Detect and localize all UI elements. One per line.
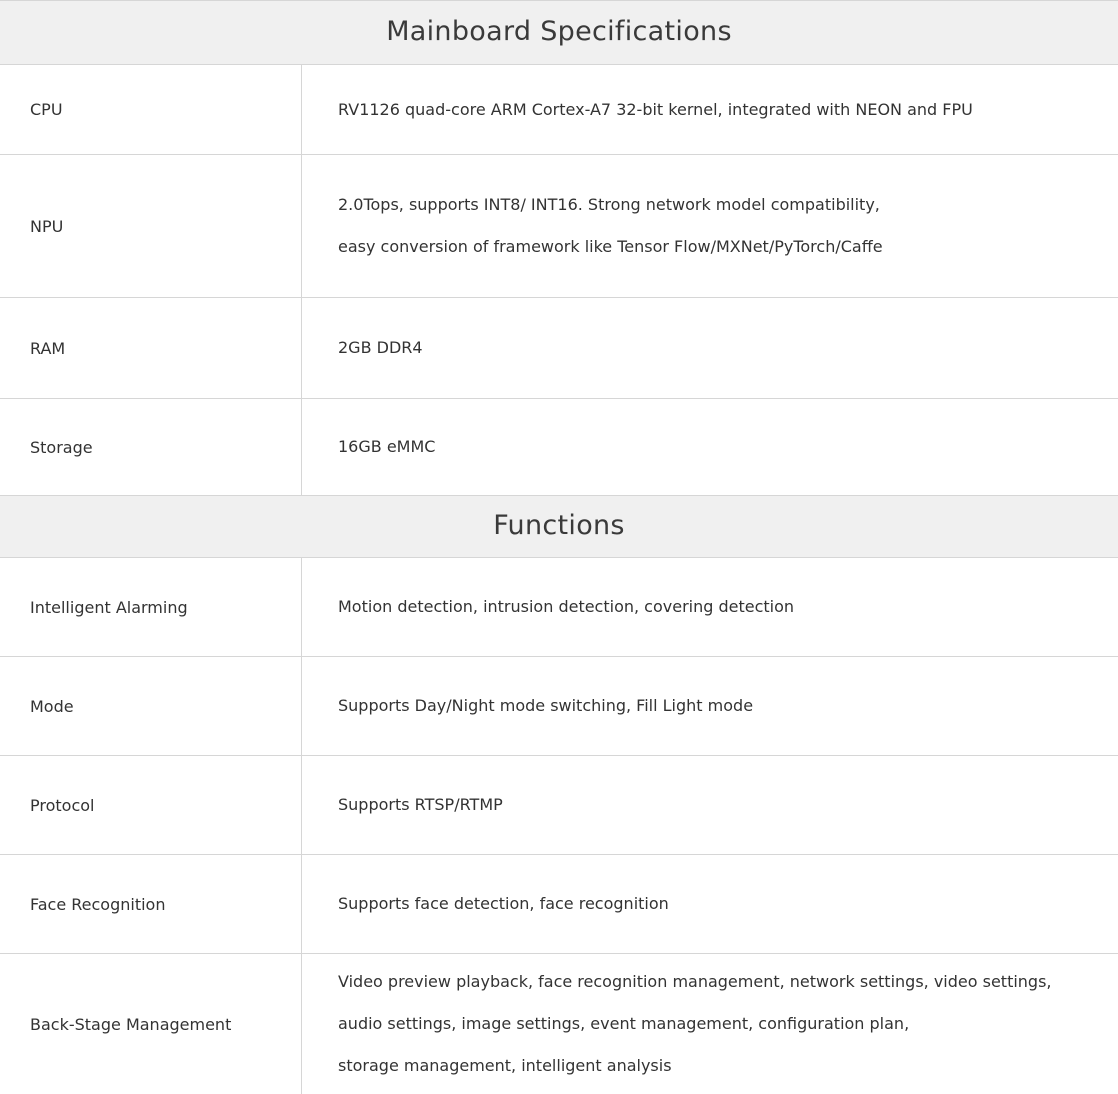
row-label: NPU — [0, 155, 302, 297]
row-value-line: Supports face detection, face recognition — [338, 894, 669, 913]
row-value — [302, 65, 1118, 154]
row-value-line: audio settings, image settings, event management, configuration plan, — [338, 1014, 910, 1033]
table-row-mode — [0, 657, 1118, 756]
row-value — [302, 298, 1118, 398]
row-value-line: RV1126 quad-core ARM Cortex-A7 32-bit kernel, integrated with NEON and FPU — [338, 99, 973, 119]
row-label: Protocol — [0, 756, 302, 854]
table-row-face-recognition — [0, 855, 1118, 954]
row-label: Back-Stage Management — [0, 954, 302, 1094]
row-label: Mode — [0, 657, 302, 755]
row-label: Face Recognition — [0, 855, 302, 953]
row-value-line: storage management, intelligent analysis — [338, 1056, 672, 1075]
table-row-intelligent-alarming — [0, 558, 1118, 657]
row-value-line: 2.0Tops, supports INT8/ INT16. Strong network model compatibility, — [338, 195, 880, 214]
row-value-line: Motion detection, intrusion detection, covering detection — [338, 597, 795, 616]
row-label: Storage — [0, 399, 302, 495]
row-label: CPU — [0, 65, 302, 154]
row-value — [302, 855, 1118, 953]
row-value-line: Video preview playback, face recognition management, network settings, video settings, — [338, 972, 1052, 991]
table-row-protocol — [0, 756, 1118, 855]
table-row-back-stage-management — [0, 954, 1118, 1094]
row-label: Intelligent Alarming — [0, 558, 302, 656]
section-title-functions: Functions — [0, 495, 1118, 558]
row-value — [302, 954, 1118, 1094]
row-value — [302, 399, 1118, 495]
row-value — [302, 657, 1118, 755]
table-row-cpu — [0, 65, 1118, 155]
row-value — [302, 558, 1118, 656]
row-value — [302, 155, 1118, 297]
row-label: RAM — [0, 298, 302, 398]
row-value-line: Supports Day/Night mode switching, Fill Light mode — [338, 696, 754, 715]
table-row-storage — [0, 399, 1118, 495]
row-value — [302, 756, 1118, 854]
section-title-mainboard-specifications: Mainboard Specifications — [0, 0, 1118, 65]
row-value-line: easy conversion of framework like Tensor Flow/MXNet/PyTorch/Caffe — [338, 237, 883, 256]
table-row-npu — [0, 155, 1118, 298]
row-value-line: 16GB eMMC — [338, 437, 436, 456]
table-row-ram — [0, 298, 1118, 399]
row-value-line: Supports RTSP/RTMP — [338, 795, 503, 814]
row-value-line: 2GB DDR4 — [338, 338, 423, 357]
